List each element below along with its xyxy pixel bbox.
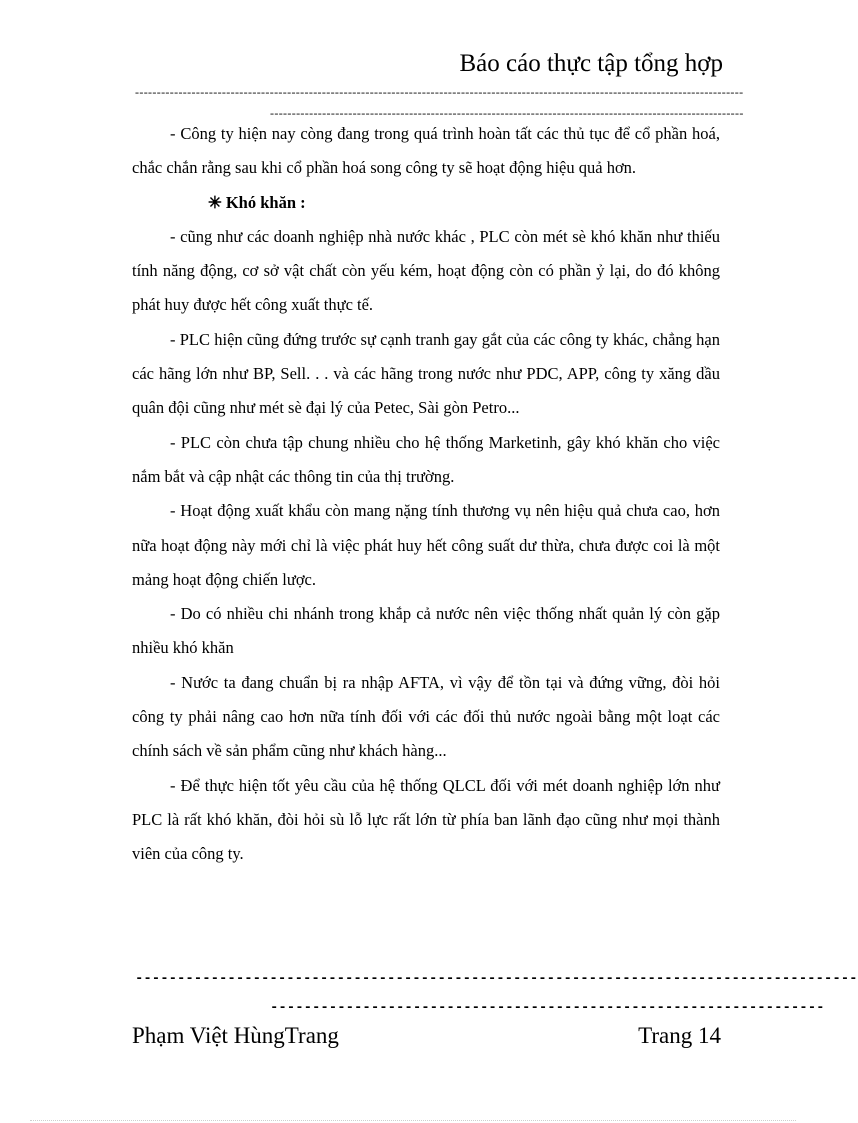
paragraph: - Để thực hiện tốt yêu cầu của hệ thống QLCL đối với mét doanh nghiệp lớn như PLC là rất khó khăn, đòi hỏi sù lỗ lực rất lớn từ phía ban lãnh đạo cũng như mọi thành viên của công ty. xyxy=(132,775,720,864)
paragraph: - cũng như các doanh nghiệp nhà nước khác , PLC còn mét sè khó khăn như thiếu tính năng động, cơ sở vật chất còn yếu kém, hoạt động còn có phần ỷ lại, do đó không phát huy được hết công xuất thực tế. xyxy=(132,226,720,315)
footer-dash-line-indented: ------------------------------------------------------------------ xyxy=(270,1000,825,1016)
section-heading xyxy=(132,186,720,220)
page-number: Trang 14 xyxy=(638,1023,721,1048)
page-bottom-divider xyxy=(30,1120,796,1121)
paragraph: - Hoạt động xuất khẩu còn mang nặng tính thương vụ nên hiệu quả chưa cao, hơn nữa hoạt động này mới chỉ là việc phát huy hết công suất dư thừa, chưa được coi là một mảng hoạt động chiến lược. xyxy=(132,501,720,589)
paragraph: - Do có nhiều chi nhánh trong khắp cả nước nên việc thống nhất quản lý còn gặp nhiều khó khăn xyxy=(132,604,720,658)
footer-dash-line: -------------------------------------------------------------------------------------- xyxy=(135,971,858,987)
paragraph: - PLC còn chưa tập chung nhiều cho hệ thống Marketinh, gây khó khăn cho việc nắm bắt và cập nhật các thông tin của thị trường. xyxy=(132,432,720,486)
paragraph: - Nước ta đang chuẩn bị ra nhập AFTA, vì vậy để tồn tại và đứng vững, đòi hỏi công ty phải nâng cao hơn nữa tính đối với các đối thủ nước ngoài bằng một loạt các chính sách về sản phẩm cũng như khách hàng... xyxy=(132,672,720,761)
section-heading-text: Khó khăn : xyxy=(225,192,306,212)
paragraph: - Công ty hiện nay còng đang trong quá trình hoàn tất các thủ tục để cổ phần hoá, chắc chắn rằng sau khi cổ phần hoá song công ty sẽ hoạt động hiệu quả hơn. xyxy=(132,124,720,178)
paragraph: - PLC hiện cũng đứng trước sự cạnh tranh gay gắt của các công ty khác, chẳng hạn các hãng lớn như BP, Sell. . . và các hãng trong nước như PDC, APP, công ty xăng dầu quân đội cũng như mét sè đại lý của Petec, Sài gòn Petro... xyxy=(132,329,720,418)
footer-author: Phạm Việt HùngTrang xyxy=(132,1023,339,1048)
document-body xyxy=(132,117,720,872)
header-title: Báo cáo thực tập tổng hợp xyxy=(459,50,723,77)
header-dash-line: -------------------------------------------------------------------------------------------------------------------------------------------- xyxy=(135,85,744,99)
header-dash-line-indented: ------------------------------------------------------------------------------------------------------------- xyxy=(270,106,744,120)
asterisk-bullet-icon: ✳ xyxy=(208,192,222,212)
